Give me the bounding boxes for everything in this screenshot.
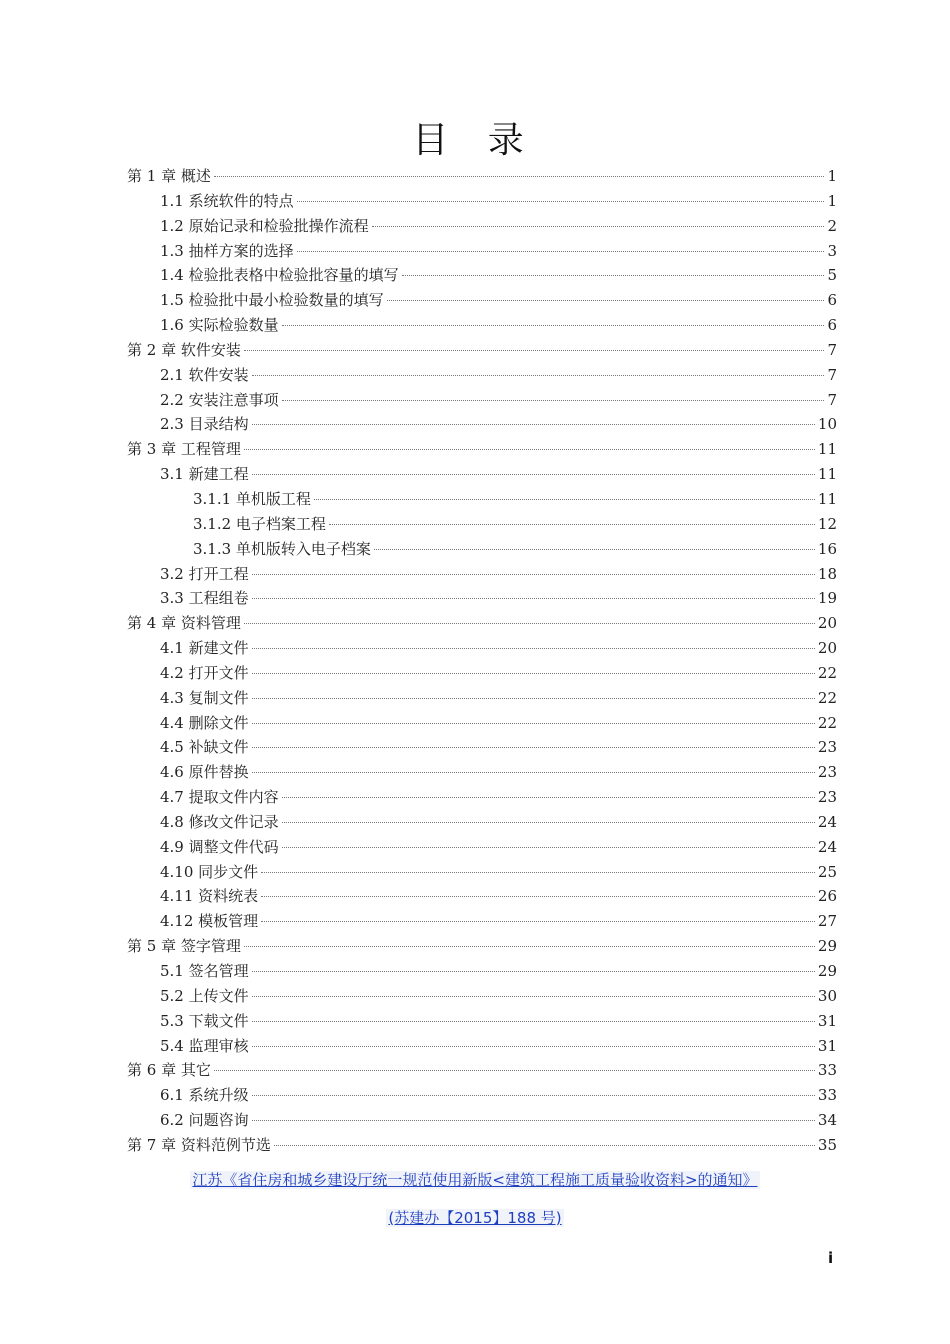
- toc-chapter-entry[interactable]: [127, 1059, 837, 1084]
- toc-dot-leader: [282, 797, 815, 798]
- toc-entry-page: 22: [817, 688, 837, 707]
- toc-entry-label: 4.6 原件替换: [160, 763, 249, 782]
- toc-entry-label: 4.7 提取文件内容: [160, 788, 279, 807]
- toc-dot-leader: [282, 847, 815, 848]
- toc-entry-page: 6: [827, 291, 837, 310]
- toc-dot-leader: [274, 1145, 815, 1146]
- toc-dot-leader: [374, 549, 815, 550]
- toc-section-entry[interactable]: [127, 488, 837, 513]
- toc-section-entry[interactable]: [127, 985, 837, 1010]
- toc-section-entry[interactable]: [127, 761, 837, 786]
- toc-section-entry[interactable]: [127, 1010, 837, 1035]
- toc-dot-leader: [252, 996, 815, 997]
- toc-entry-label: 2.2 安装注意事项: [160, 390, 279, 409]
- toc-section-entry[interactable]: [127, 712, 837, 737]
- toc-section-entry[interactable]: [127, 389, 837, 414]
- toc-dot-leader: [297, 201, 825, 202]
- toc-dot-leader: [244, 350, 825, 351]
- toc-entry-label: 4.3 复制文件: [160, 688, 249, 707]
- toc-section-entry[interactable]: [127, 1109, 837, 1134]
- toc-entry-page: 18: [817, 564, 837, 583]
- toc-section-entry[interactable]: [127, 264, 837, 289]
- table-of-contents: [127, 165, 837, 1159]
- page-number: i: [828, 1249, 834, 1267]
- toc-entry-label: 6.1 系统升级: [160, 1086, 249, 1105]
- toc-section-entry[interactable]: [127, 687, 837, 712]
- toc-section-entry[interactable]: [127, 1035, 837, 1060]
- toc-section-entry[interactable]: [127, 513, 837, 538]
- toc-entry-page: 7: [827, 365, 837, 384]
- toc-entry-page: 24: [817, 837, 837, 856]
- toc-dot-leader: [252, 1095, 815, 1096]
- toc-entry-page: 30: [817, 986, 837, 1005]
- toc-section-entry[interactable]: [127, 215, 837, 240]
- toc-dot-leader: [297, 251, 825, 252]
- toc-section-entry[interactable]: [127, 1084, 837, 1109]
- toc-entry-label: 5.3 下载文件: [160, 1011, 249, 1030]
- notice-number-text[interactable]: (苏建办【2015】188 号): [388, 1209, 562, 1227]
- toc-entry-page: 11: [817, 440, 837, 459]
- toc-dot-leader: [252, 1046, 815, 1047]
- toc-chapter-entry[interactable]: [127, 935, 837, 960]
- toc-entry-page: 10: [817, 415, 837, 434]
- toc-entry-label: 第 5 章 签字管理: [127, 937, 241, 956]
- toc-dot-leader: [282, 822, 815, 823]
- toc-dot-leader: [252, 747, 815, 748]
- toc-dot-leader: [402, 275, 825, 276]
- toc-entry-page: 27: [817, 912, 837, 931]
- toc-section-entry[interactable]: [127, 563, 837, 588]
- toc-entry-page: 35: [817, 1135, 837, 1154]
- toc-entry-label: 3.1.2 电子档案工程: [193, 514, 326, 533]
- toc-entry-page: 2: [827, 216, 837, 235]
- toc-section-entry[interactable]: [127, 960, 837, 985]
- toc-dot-leader: [372, 226, 825, 227]
- toc-chapter-entry[interactable]: [127, 612, 837, 637]
- toc-entry-page: 6: [827, 316, 837, 335]
- toc-entry-page: 23: [817, 788, 837, 807]
- toc-section-entry[interactable]: [127, 463, 837, 488]
- toc-entry-label: 3.2 打开工程: [160, 564, 249, 583]
- toc-dot-leader: [252, 1021, 815, 1022]
- toc-dot-leader: [252, 598, 815, 599]
- toc-entry-page: 23: [817, 763, 837, 782]
- toc-chapter-entry[interactable]: [127, 339, 837, 364]
- toc-entry-page: 22: [817, 663, 837, 682]
- toc-entry-label: 4.2 打开文件: [160, 663, 249, 682]
- toc-entry-page: 25: [817, 862, 837, 881]
- toc-section-entry[interactable]: [127, 364, 837, 389]
- toc-entry-label: 第 4 章 资料管理: [127, 614, 241, 633]
- toc-entry-label: 5.1 签名管理: [160, 962, 249, 980]
- toc-dot-leader: [261, 872, 815, 873]
- toc-section-entry[interactable]: [127, 861, 837, 886]
- toc-entry-label: 1.4 检验批表格中检验批容量的填写: [160, 266, 399, 285]
- toc-entry-label: 3.1.1 单机版工程: [193, 489, 311, 508]
- toc-section-entry[interactable]: [127, 413, 837, 438]
- toc-dot-leader: [329, 524, 815, 525]
- toc-dot-leader: [252, 698, 815, 699]
- toc-entry-page: 7: [827, 340, 837, 359]
- toc-entry-page: 34: [817, 1111, 837, 1130]
- toc-section-entry[interactable]: [127, 314, 837, 339]
- toc-dot-leader: [252, 1120, 815, 1121]
- toc-dot-leader: [214, 176, 825, 177]
- toc-entry-page: 11: [817, 465, 837, 484]
- toc-entry-label: 2.1 软件安装: [160, 365, 249, 384]
- toc-entry-page: 11: [817, 489, 837, 508]
- toc-entry-label: 4.8 修改文件记录: [160, 812, 279, 831]
- toc-entry-page: 16: [817, 539, 837, 558]
- toc-dot-leader: [252, 772, 815, 773]
- toc-entry-page: 31: [817, 1011, 837, 1030]
- toc-dot-leader: [314, 499, 815, 500]
- toc-entry-label: 2.3 目录结构: [160, 415, 249, 434]
- toc-dot-leader: [282, 325, 825, 326]
- notice-link-number[interactable]: [0, 1207, 950, 1228]
- toc-section-entry[interactable]: [127, 289, 837, 314]
- toc-section-entry[interactable]: [127, 587, 837, 612]
- toc-entry-page: 33: [817, 1086, 837, 1105]
- toc-chapter-entry[interactable]: [127, 165, 837, 190]
- toc-section-entry[interactable]: [127, 811, 837, 836]
- toc-entry-label: 3.1.3 单机版转入电子档案: [193, 539, 371, 558]
- toc-entry-label: 1.2 原始记录和检验批操作流程: [160, 216, 369, 235]
- toc-entry-label: 4.12 模板管理: [160, 912, 259, 931]
- toc-section-entry[interactable]: [127, 910, 837, 935]
- toc-entry-page: 19: [817, 589, 837, 608]
- toc-entry-label: 第 1 章 概述: [127, 167, 211, 185]
- toc-dot-leader: [244, 623, 815, 624]
- toc-entry-page: 29: [817, 962, 837, 980]
- toc-entry-label: 4.1 新建文件: [160, 639, 249, 658]
- toc-entry-label: 1.5 检验批中最小检验数量的填写: [160, 291, 384, 310]
- toc-section-entry[interactable]: [127, 786, 837, 811]
- toc-entry-label: 1.6 实际检验数量: [160, 316, 279, 335]
- toc-entry-page: 1: [827, 167, 837, 185]
- toc-dot-leader: [252, 574, 815, 575]
- toc-entry-label: 1.3 抽样方案的选择: [160, 241, 294, 260]
- toc-dot-leader: [252, 971, 815, 972]
- toc-entry-label: 4.9 调整文件代码: [160, 837, 279, 856]
- notice-link-title[interactable]: [0, 1169, 950, 1190]
- toc-entry-page: 23: [817, 738, 837, 757]
- toc-entry-label: 3.1 新建工程: [160, 465, 249, 484]
- toc-entry-label: 4.5 补缺文件: [160, 738, 249, 757]
- toc-title: 目 录: [412, 120, 538, 161]
- toc-entry-label: 第 7 章 资料范例节选: [127, 1135, 271, 1154]
- toc-entry-page: 20: [817, 614, 837, 633]
- toc-entry-page: 20: [817, 639, 837, 658]
- toc-entry-label: 第 6 章 其它: [127, 1061, 211, 1080]
- toc-entry-label: 第 3 章 工程管理: [127, 440, 241, 459]
- toc-entry-label: 4.10 同步文件: [160, 862, 259, 881]
- toc-entry-label: 第 2 章 软件安装: [127, 340, 241, 359]
- toc-entry-page: 3: [827, 241, 837, 260]
- toc-entry-page: 29: [817, 937, 837, 956]
- toc-section-entry[interactable]: [127, 885, 837, 910]
- toc-section-entry[interactable]: [127, 637, 837, 662]
- toc-dot-leader: [252, 375, 825, 376]
- toc-entry-page: 31: [817, 1036, 837, 1055]
- toc-entry-page: 7: [827, 390, 837, 409]
- toc-entry-label: 3.3 工程组卷: [160, 589, 249, 608]
- toc-dot-leader: [252, 474, 815, 475]
- notice-link-text[interactable]: 江苏《省住房和城乡建设厅统一规范使用新版<建筑工程施工质量验收资料>的通知》: [192, 1171, 758, 1189]
- toc-section-entry[interactable]: [127, 736, 837, 761]
- toc-entry-label: 4.11 资料统表: [160, 887, 259, 906]
- toc-entry-page: 24: [817, 812, 837, 831]
- toc-chapter-entry[interactable]: [127, 438, 837, 463]
- toc-section-entry[interactable]: [127, 538, 837, 563]
- toc-entry-page: 12: [817, 514, 837, 533]
- toc-entry-page: 33: [817, 1061, 837, 1080]
- toc-entry-label: 1.1 系统软件的特点: [160, 191, 294, 210]
- toc-dot-leader: [261, 896, 815, 897]
- toc-dot-leader: [252, 648, 815, 649]
- toc-section-entry[interactable]: [127, 662, 837, 687]
- toc-section-entry[interactable]: [127, 836, 837, 861]
- toc-entry-label: 5.4 监理审核: [160, 1036, 249, 1055]
- toc-entry-page: 1: [827, 191, 837, 210]
- toc-dot-leader: [387, 300, 825, 301]
- toc-dot-leader: [282, 400, 825, 401]
- toc-section-entry[interactable]: [127, 190, 837, 215]
- toc-dot-leader: [244, 946, 815, 947]
- toc-entry-label: 4.4 删除文件: [160, 713, 249, 732]
- toc-dot-leader: [252, 424, 815, 425]
- toc-dot-leader: [252, 723, 815, 724]
- toc-entry-page: 22: [817, 713, 837, 732]
- toc-dot-leader: [214, 1070, 815, 1071]
- toc-dot-leader: [261, 921, 815, 922]
- toc-entry-page: 26: [817, 887, 837, 906]
- toc-chapter-entry[interactable]: [127, 1134, 837, 1159]
- toc-entry-label: 5.2 上传文件: [160, 986, 249, 1005]
- toc-dot-leader: [252, 673, 815, 674]
- toc-entry-label: 6.2 问题咨询: [160, 1111, 249, 1130]
- toc-section-entry[interactable]: [127, 240, 837, 265]
- toc-dot-leader: [244, 449, 815, 450]
- toc-entry-page: 5: [827, 266, 837, 285]
